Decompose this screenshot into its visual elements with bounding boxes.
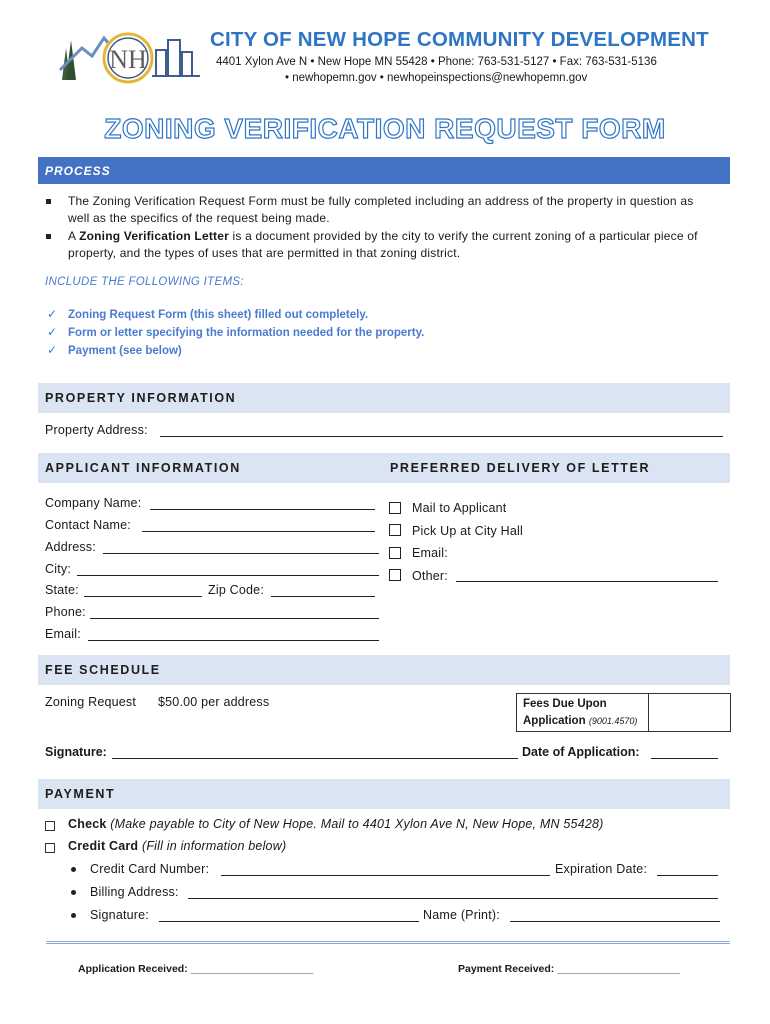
delivery-heading: PREFERRED DELIVERY OF LETTER: [390, 461, 651, 475]
cc-note: (Fill in information below): [141, 839, 287, 853]
other-field[interactable]: [456, 581, 718, 582]
include-item-3: Payment (see below): [68, 345, 182, 357]
credit-card-checkbox[interactable]: [45, 843, 55, 853]
bullet-dot: [71, 867, 76, 872]
check-option: [68, 817, 604, 831]
name-print-label: Name (Print):: [423, 908, 500, 922]
process-bullet1-line1: The Zoning Verification Request Form must be fully completed including an address of the property in question as: [68, 194, 694, 208]
property-heading: PROPERTY INFORMATION: [45, 391, 237, 405]
bullet-square: [46, 199, 51, 204]
form-title: ZONING VERIFICATION REQUEST FORM: [104, 113, 666, 144]
city-logo: [52, 18, 202, 88]
include-heading: INCLUDE THE FOLLOWING ITEMS:: [45, 276, 244, 288]
bullet2-post: is a document provided by the city to verify the current zoning of a particular piece of: [228, 229, 698, 243]
cc-signature-label: Signature:: [90, 908, 149, 922]
property-address-field[interactable]: [160, 436, 723, 437]
fees-due-line1: Fees Due Upon: [523, 698, 607, 710]
address-line: 4401 Xylon Ave N • New Hope MN 55428 • Phone: 763-531-5127 • Fax: 763-531-5136: [216, 56, 657, 68]
contact-name-label: Contact Name:: [45, 518, 131, 532]
address-field[interactable]: [103, 553, 379, 554]
check-note: (Make payable to City of New Hope. Mail to 4401 Xylon Ave N, New Hope, MN 55428): [110, 817, 604, 831]
exp-date-field[interactable]: [657, 875, 718, 876]
address-label: Address:: [45, 540, 96, 554]
check-label: Check: [68, 817, 107, 831]
cc-number-label: Credit Card Number:: [90, 862, 210, 876]
other-option: Other:: [412, 569, 448, 583]
cc-number-field[interactable]: [221, 875, 550, 876]
fees-due-application: Application: [523, 715, 586, 727]
email-option: Email:: [412, 546, 448, 560]
bullet2-bold: Zoning Verification Letter: [79, 229, 229, 243]
billing-field[interactable]: [188, 898, 718, 899]
email-field[interactable]: [88, 640, 379, 641]
signature-field[interactable]: [112, 758, 518, 759]
process-heading: PROCESS: [45, 164, 111, 178]
web-line: • newhopemn.gov • newhopeinspections@newhopemn.gov: [285, 72, 588, 84]
applicant-heading: APPLICANT INFORMATION: [45, 461, 241, 475]
billing-label: Billing Address:: [90, 885, 179, 899]
process-bullet2-line2: property, and the types of uses that are permitted in that zoning district.: [68, 246, 461, 260]
company-name-label: Company Name:: [45, 496, 142, 510]
exp-date-label: Expiration Date:: [555, 862, 648, 876]
bullet2-pre: A: [68, 229, 80, 243]
include-item-1: Zoning Request Form (this sheet) filled out completely.: [68, 309, 369, 321]
signature-label: Signature:: [45, 745, 107, 759]
fee-amount: $50.00 per address: [158, 695, 270, 709]
contact-name-field[interactable]: [142, 531, 375, 532]
bullet-dot: [71, 890, 76, 895]
payment-received: Payment Received: _____________________: [458, 963, 680, 975]
include-item-2: Form or letter specifying the information needed for the property.: [68, 327, 425, 339]
email-label: Email:: [45, 627, 81, 641]
bullet-square: [46, 234, 51, 239]
fee-amount-cell[interactable]: [649, 694, 729, 731]
bullet-dot: [71, 913, 76, 918]
process-bullet1-line2: well as the specifics of the request being made.: [68, 211, 330, 225]
footer-divider: [46, 941, 730, 944]
state-label: State:: [45, 583, 79, 597]
date-field[interactable]: [651, 758, 718, 759]
cc-signature-field[interactable]: [159, 921, 419, 922]
checkmark-icon: ✓: [47, 325, 58, 339]
payment-bar: [38, 779, 730, 809]
application-received: Application Received: _____________________: [78, 963, 314, 975]
name-print-field[interactable]: [510, 921, 720, 922]
org-title: CITY OF NEW HOPE COMMUNITY DEVELOPMENT: [210, 28, 709, 51]
fee-item: Zoning Request: [45, 695, 137, 709]
payment-heading: PAYMENT: [45, 787, 116, 801]
fees-due-line2: [523, 715, 637, 727]
other-checkbox[interactable]: [389, 569, 401, 581]
checkmark-icon: ✓: [47, 307, 58, 321]
property-address-label: Property Address:: [45, 423, 148, 437]
check-checkbox[interactable]: [45, 821, 55, 831]
company-name-field[interactable]: [150, 509, 375, 510]
fees-due-box: [516, 693, 731, 732]
mail-option: Mail to Applicant: [412, 501, 507, 515]
mail-checkbox[interactable]: [389, 502, 401, 514]
process-bullet2-line1: [68, 229, 698, 243]
zip-field[interactable]: [271, 596, 375, 597]
credit-card-option: [68, 839, 286, 853]
process-bar: [38, 157, 730, 184]
date-label: Date of Application:: [522, 745, 640, 759]
state-field[interactable]: [84, 596, 202, 597]
cc-label: Credit Card: [68, 839, 139, 853]
checkmark-icon: ✓: [47, 343, 58, 357]
phone-label: Phone:: [45, 605, 86, 619]
pickup-checkbox[interactable]: [389, 524, 401, 536]
phone-field[interactable]: [90, 618, 379, 619]
email-checkbox[interactable]: [389, 547, 401, 559]
zip-label: Zip Code:: [208, 583, 264, 597]
logo-letters: NH: [109, 45, 147, 74]
city-field[interactable]: [77, 575, 379, 576]
fees-due-code: (9001.4570): [588, 716, 638, 726]
city-label: City:: [45, 562, 71, 576]
fee-heading: FEE SCHEDULE: [45, 663, 161, 677]
pickup-option: Pick Up at City Hall: [412, 524, 523, 538]
